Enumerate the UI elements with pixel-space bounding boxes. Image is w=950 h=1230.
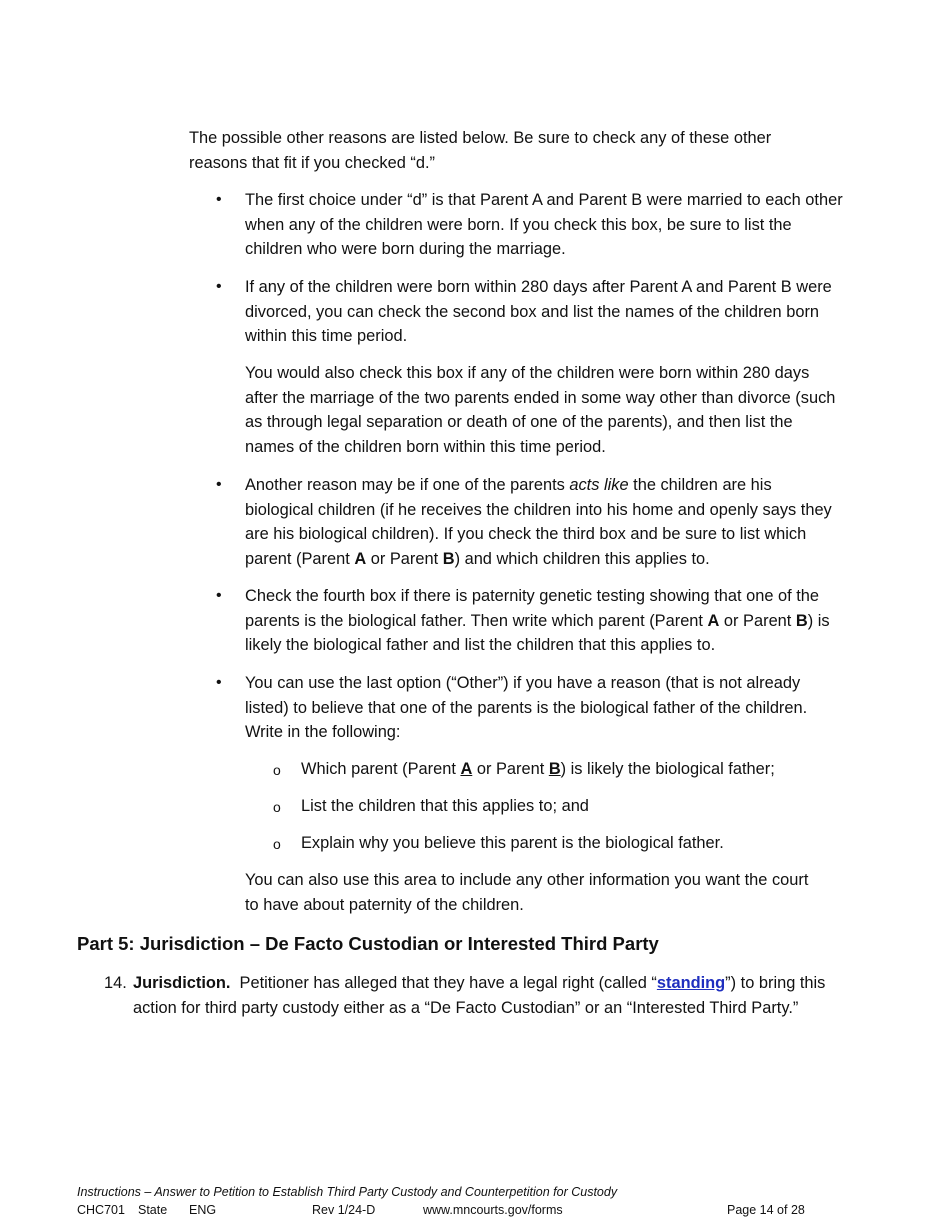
parent-b-label: B [442,549,455,568]
footer-revision: Rev 1/24-D [312,1203,376,1217]
section-heading-part5: Part 5: Jurisdiction – De Facto Custodian or Interested Third Party [77,933,659,954]
text-run: or Parent [719,611,796,630]
text-run: Which parent (Parent [301,760,461,778]
footer-website: www.mncourts.gov/forms [423,1203,563,1217]
bullet-marker: • [216,191,222,208]
parent-a-label: A [707,611,720,630]
sub-bullet-list-children: List the children that this applies to; and [301,797,589,815]
sub-bullet-which-parent [301,757,841,782]
bullet-item-married: The first choice under “d” is that Parent A and Parent B were married to each other when any of the children were born. If you check this box, be sure to list the children who were born during the marriage. [245,191,843,258]
bullet-marker: • [216,587,222,604]
parent-a-label: A [460,760,473,778]
bullet-item-divorced: If any of the children were born within 280 days after Parent A and Parent B were divorced, you can check the second box and list the names of the children born within this time period. [245,278,832,345]
bullet-marker: • [216,476,222,493]
bullet-followup-paragraph: You would also check this box if any of the children were born within 280 days after the marriage of the two parents ended in some way other than divorce (such as through legal separation or death of one of the parents), and then list the names of the children born within this time period. [245,364,836,456]
footer-title-text: Instructions – Answer to Petition to Establish Third Party Custody and Counterpetition for Custody [77,1185,618,1199]
text-run: ) is likely the biological father and list the children that this applies to. [245,611,830,654]
text-run: or Parent [472,760,549,778]
item-number: 14. [104,974,127,992]
standing-link[interactable]: standing [656,974,726,992]
bullet-item-acts-like [245,473,835,571]
jurisdiction-item [133,971,833,1020]
sub-bullet-marker: o [273,799,281,815]
bullet-item-genetic-testing [245,584,845,658]
sub-bullet-marker: o [273,836,281,852]
footer-form-code: CHC701 [77,1203,125,1217]
parent-a-label: A [354,549,367,568]
text-run: ”) to bring this action for third party custody either as a “De Facto Custodian” or an “Interested Third Party.” [133,974,826,1017]
text-run: Check the fourth box if there is paternity genetic testing showing that one of the parents is the biological father. Then write which parent (Parent [245,587,820,630]
footer-title [77,1184,617,1200]
footer-scope: State [138,1203,168,1217]
text-run: ) and which children this applies to. [454,549,710,568]
text-run: the children are his biological children (if he receives the children into his home and openly says they are his biological children). If you check the third box and be sure to list which parent (Parent [245,476,832,568]
sub-bullet-marker: o [273,762,281,778]
intro-paragraph: The possible other reasons are listed below. Be sure to check any of these other reasons that fit if you checked “d.” [189,129,772,172]
text-run: Another reason may be if one of the parents [245,476,570,494]
bullet-followup-paragraph: You can also use this area to include any other information you want the court to have about paternity of the children. [245,871,809,914]
footer-language: ENG [189,1203,217,1217]
parent-b-label: B [795,611,808,630]
text-run: or Parent [366,549,443,568]
bullet-marker: • [216,674,222,691]
bullet-marker: • [216,278,222,295]
item-title: Jurisdiction. [133,974,231,992]
text-run: Petitioner has alleged that they have a legal right (called “ [230,974,657,992]
sub-bullet-explain: Explain why you believe this parent is the biological father. [301,834,724,852]
parent-b-label: B [548,760,561,778]
text-run: ) is likely the biological father; [560,760,775,778]
emphasis-text: acts like [569,476,629,494]
bullet-item-other: You can use the last option (“Other”) if you have a reason (that is not already listed) to believe that one of the parents is the biological father of the children. Write in the following: [245,674,808,741]
footer-page-number: Page 14 of 28 [727,1203,805,1217]
